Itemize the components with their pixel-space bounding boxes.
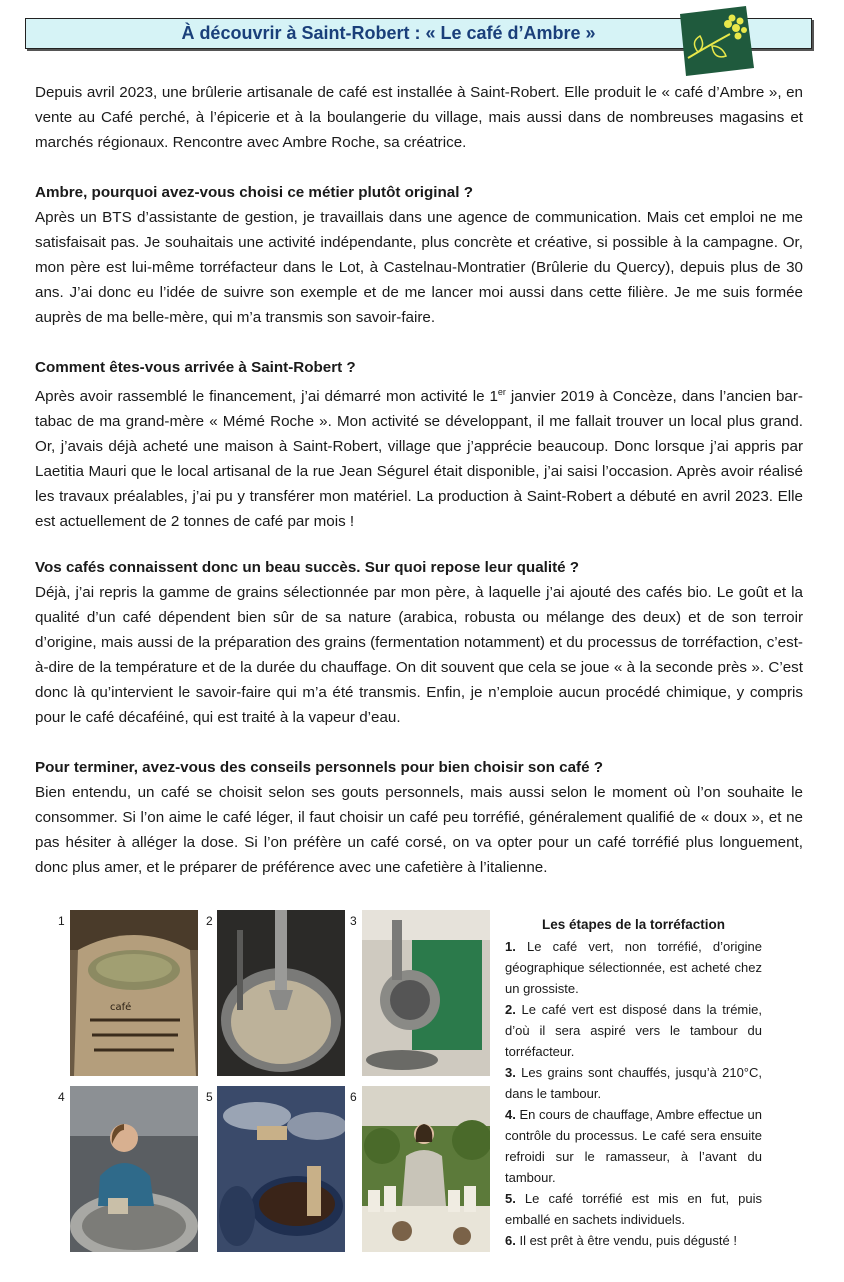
coffee-branch-icon [668, 6, 758, 76]
question-2: Comment êtes-vous arrivée à Saint-Robert ? [35, 359, 356, 376]
photo-coffee-barrels [217, 1086, 345, 1252]
answer-4: Bien entendu, un café se choisit selon ses gouts personnels, mais aussi selon le moment où l’on souhaite le consommer. Si l’on aime le café léger, il faut choisir un café peu torréfié, généralement qualifié de « doux », et ne pas hésiter à alléger la dose. Si l’on préfère un café corsé, on va opter pour un café torréfié plus longuement, donc plus amer, et le préparer de préférence avec une cafetière à l’italienne. [35, 784, 803, 876]
intro-text: Depuis avril 2023, une brûlerie artisanale de café est installée à Saint-Robert. Elle produit le « café d’Ambre », en vente au Café perché, à l’épicerie et à la boulangerie du village, mais aussi dans de nombreuses magasins et marchés régionaux. Rencontre avec Ambre Roche, sa créatrice. [35, 84, 803, 151]
step-2-text: Le café vert est disposé dans la trémie, d’où il sera aspiré vers le tambour du torréfacteur. [505, 1002, 762, 1059]
question-1: Ambre, pourquoi avez-vous choisi ce métier plutôt original ? [35, 184, 473, 201]
step-6 [505, 1230, 762, 1251]
step-1-text: Le café vert, non torréfié, d’origine géographique sélectionnée, est acheté chez un grossiste. [505, 939, 762, 996]
svg-text:café: café [110, 1002, 132, 1013]
photo-number-3: 3 [350, 914, 357, 928]
question-3: Vos cafés connaissent donc un beau succès. Sur quoi repose leur qualité ? [35, 559, 580, 576]
step-3-text: Les grains sont chauffés, jusqu’à 210°C, dans le tambour. [505, 1065, 762, 1101]
answer-2-part-1: Après avoir rassemblé le financement, j’ai démarré mon activité le 1 [35, 388, 498, 406]
answer-3: Déjà, j’ai repris la gamme de grains sélectionnée par mon père, à laquelle j’ai ajouté des cafés bio. Le goût et la qualité d’un café dépendent bien sûr de sa nature (arabica, robusta ou mélange des deux) et de son terroir d’origine, mais aussi de la préparation des grains (fermentation notamment) et du processus de torréfaction, c’est-à-dire de la température et de la durée du chauffage. On dit souvent que cela se joue « à la seconde près ». C’est donc là qu’intervient le savoir-faire qui m’a été transmis. Enfin, je n’emploie aucun procédé chimique, y compris pour le café décaféiné, qui est traité à la vapeur d’eau. [35, 584, 803, 726]
photo-green-coffee-sack [70, 910, 198, 1076]
answer-1: Après un BTS d’assistante de gestion, je travaillais dans une agence de communication. Mais cet emploi ne me satisfaisait pas. Je souhaitais une activité indépendante, plus concrète et créative, si possible à la campagne. Or, mon père est lui-même torréfacteur dans le Lot, à Castelnau-Montratier (Brûlerie du Quercy), depuis plus de 30 ans. J’ai donc eu l’idée de suivre son exemple et de me lancer moi aussi dans cette filière. Je me suis formée auprès de ma belle-mère, qui m’a transmis son savoir-faire. [35, 209, 803, 326]
step-2 [505, 999, 762, 1062]
step-6-number: 6. [505, 1233, 516, 1248]
qa-block-1 [35, 180, 803, 330]
step-4-text: En cours de chauffage, Ambre effectue un contrôle du processus. Le café sera ensuite refroidi sur le ramasseur, à l’avant du tambour. [505, 1107, 762, 1185]
photo-market-stand [362, 1086, 490, 1252]
answer-2-superscript: er [497, 387, 506, 397]
step-5-text: Le café torréfié est mis en fut, puis emballé en sachets individuels. [505, 1191, 762, 1227]
step-3-number: 3. [505, 1065, 516, 1080]
step-1-number: 1. [505, 939, 516, 954]
intro-paragraph [35, 80, 803, 155]
question-4: Pour terminer, avez-vous des conseils personnels pour bien choisir son café ? [35, 759, 604, 776]
step-4 [505, 1104, 762, 1188]
photo-roaster [362, 910, 490, 1076]
article-title: À découvrir à Saint-Robert : « Le café d’Ambre » [181, 23, 596, 43]
photo-hopper [217, 910, 345, 1076]
qa-block-2 [35, 355, 803, 534]
steps-title: Les étapes de la torréfaction [541, 917, 726, 932]
step-1 [505, 936, 762, 999]
step-4-number: 4. [505, 1107, 516, 1122]
qa-block-3 [35, 555, 803, 730]
photo-number-5: 5 [206, 1090, 213, 1104]
roasting-steps [505, 914, 762, 1251]
step-6-text: Il est prêt à être vendu, puis dégusté ! [515, 1233, 737, 1248]
photo-number-1: 1 [58, 914, 65, 928]
photo-number-4: 4 [58, 1090, 65, 1104]
qa-block-4 [35, 755, 803, 880]
photo-ambre-roasting [70, 1086, 198, 1252]
step-2-number: 2. [505, 1002, 516, 1017]
photo-number-6: 6 [350, 1090, 357, 1104]
step-5-number: 5. [505, 1191, 516, 1206]
answer-2-part-2: janvier 2019 à Concèze, dans l’ancien bar-tabac de ma grand-mère « Mémé Roche ». Mon activité se développant, il me fallait trouver un local plus grand. Or, j’avais déjà acheté une maison à Saint-Robert, village que j’apprécie beaucoup. Donc lorsque j’ai appris par Laetitia Mauri que le local artisanal de la rue Jean Ségurel était disponible, j’ai saisi l’occasion. Après avoir réalisé les travaux préalables, j’ai pu y transférer mon matériel. La production à Saint-Robert a débuté en avril 2023. Elle est actuellement de 2 tonnes de café par mois ! [35, 388, 803, 531]
photo-number-2: 2 [206, 914, 213, 928]
answer-2 [35, 380, 803, 534]
step-3 [505, 1062, 762, 1104]
step-5 [505, 1188, 762, 1230]
